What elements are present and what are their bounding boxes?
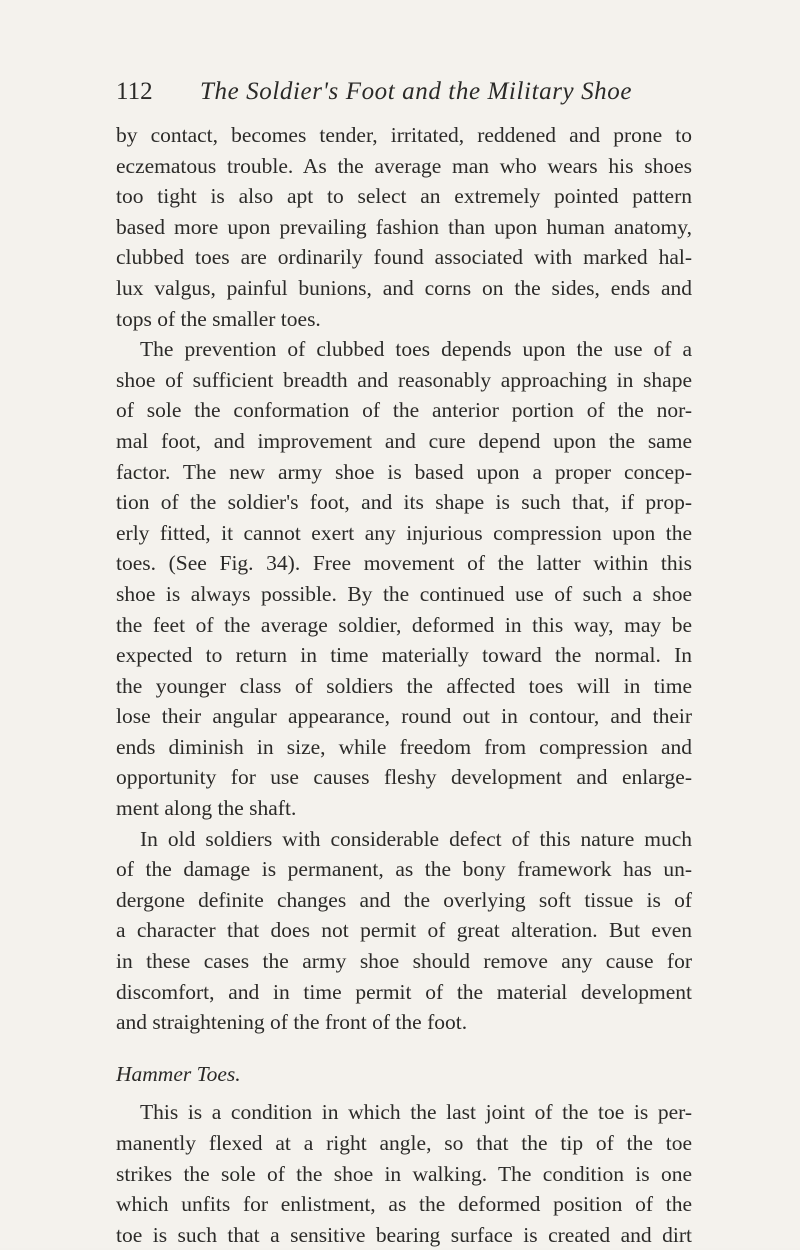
text-line: which unfits for enlistment, as the deformed position of the [116,1192,692,1217]
text-line: the younger class of soldiers the affected toes will in time [116,673,692,698]
text-line: tion of the soldier's foot, and its shape is such that, if prop- [116,490,692,515]
paragraph-hammer-toes [116,1097,692,1250]
section-heading-hammer-toes: Hammer Toes. [116,1061,241,1086]
text-line: of sole the conformation of the anterior portion of the nor- [116,398,692,423]
page-header [116,72,696,112]
text-line: and straightening of the front of the foot. [116,1010,468,1035]
body-text [116,120,692,1250]
text-line: eczematous trouble. As the average man who wears his shoes [116,153,692,178]
paragraph-old-soldiers [116,824,692,1038]
text-line: lose their angular appearance, round out in contour, and their [116,704,692,729]
text-line: mal foot, and improvement and cure depend upon the same [116,428,692,453]
text-line: opportunity for use causes fleshy development and enlarge- [116,765,692,790]
text-line: In old soldiers with considerable defect of this nature much [140,826,692,851]
text-line: ends diminish in size, while freedom from compression and [116,734,692,759]
text-line: factor. The new army shoe is based upon a proper concep- [116,459,692,484]
text-line: toe is such that a sensitive bearing surface is created and dirt [116,1222,692,1247]
text-line: strikes the sole of the shoe in walking. The condition is one [116,1161,692,1186]
text-line: a character that does not permit of great alteration. But even [116,918,692,943]
text-line: based more upon prevailing fashion than upon human anatomy, [116,214,692,239]
paragraph-clubbed-toes-continued [116,120,692,334]
text-line: tops of the smaller toes. [116,306,321,331]
text-line: the feet of the average soldier, deformed in this way, may be [116,612,692,637]
text-line: The prevention of clubbed toes depends upon the use of a [140,337,692,362]
text-line: shoe of sufficient breadth and reasonably approaching in shape [116,367,692,392]
running-title: The Soldier's Foot and the Military Shoe [200,78,633,105]
page-number: 112 [116,78,153,105]
text-line: shoe is always possible. By the continued use of such a shoe [116,581,692,606]
text-line: manently flexed at a right angle, so that the tip of the toe [116,1131,692,1155]
text-line: of the damage is permanent, as the bony framework has un- [116,857,692,882]
text-line: ment along the shaft. [116,796,297,821]
text-line: toes. (See Fig. 34). Free movement of the latter within this [116,551,692,576]
text-line: too tight is also apt to select an extremely pointed pattern [116,184,692,209]
text-line: This is a condition in which the last joint of the toe is per- [140,1100,692,1125]
text-line: expected to return in time materially toward the normal. In [116,643,692,668]
text-line: lux valgus, painful bunions, and corns on the sides, ends and [116,275,692,300]
paragraph-prevention [116,334,692,824]
text-line: dergone definite changes and the overlying soft tissue is of [116,887,692,912]
text-line: in these cases the army shoe should remove any cause for [116,949,692,974]
text-line: erly fitted, it cannot exert any injurious compression upon the [116,520,692,545]
text-line: discomfort, and in time permit of the material development [116,979,692,1004]
text-line: by contact, becomes tender, irritated, reddened and prone to [116,123,692,147]
text-line: clubbed toes are ordinarily found associated with marked hal- [116,245,692,270]
